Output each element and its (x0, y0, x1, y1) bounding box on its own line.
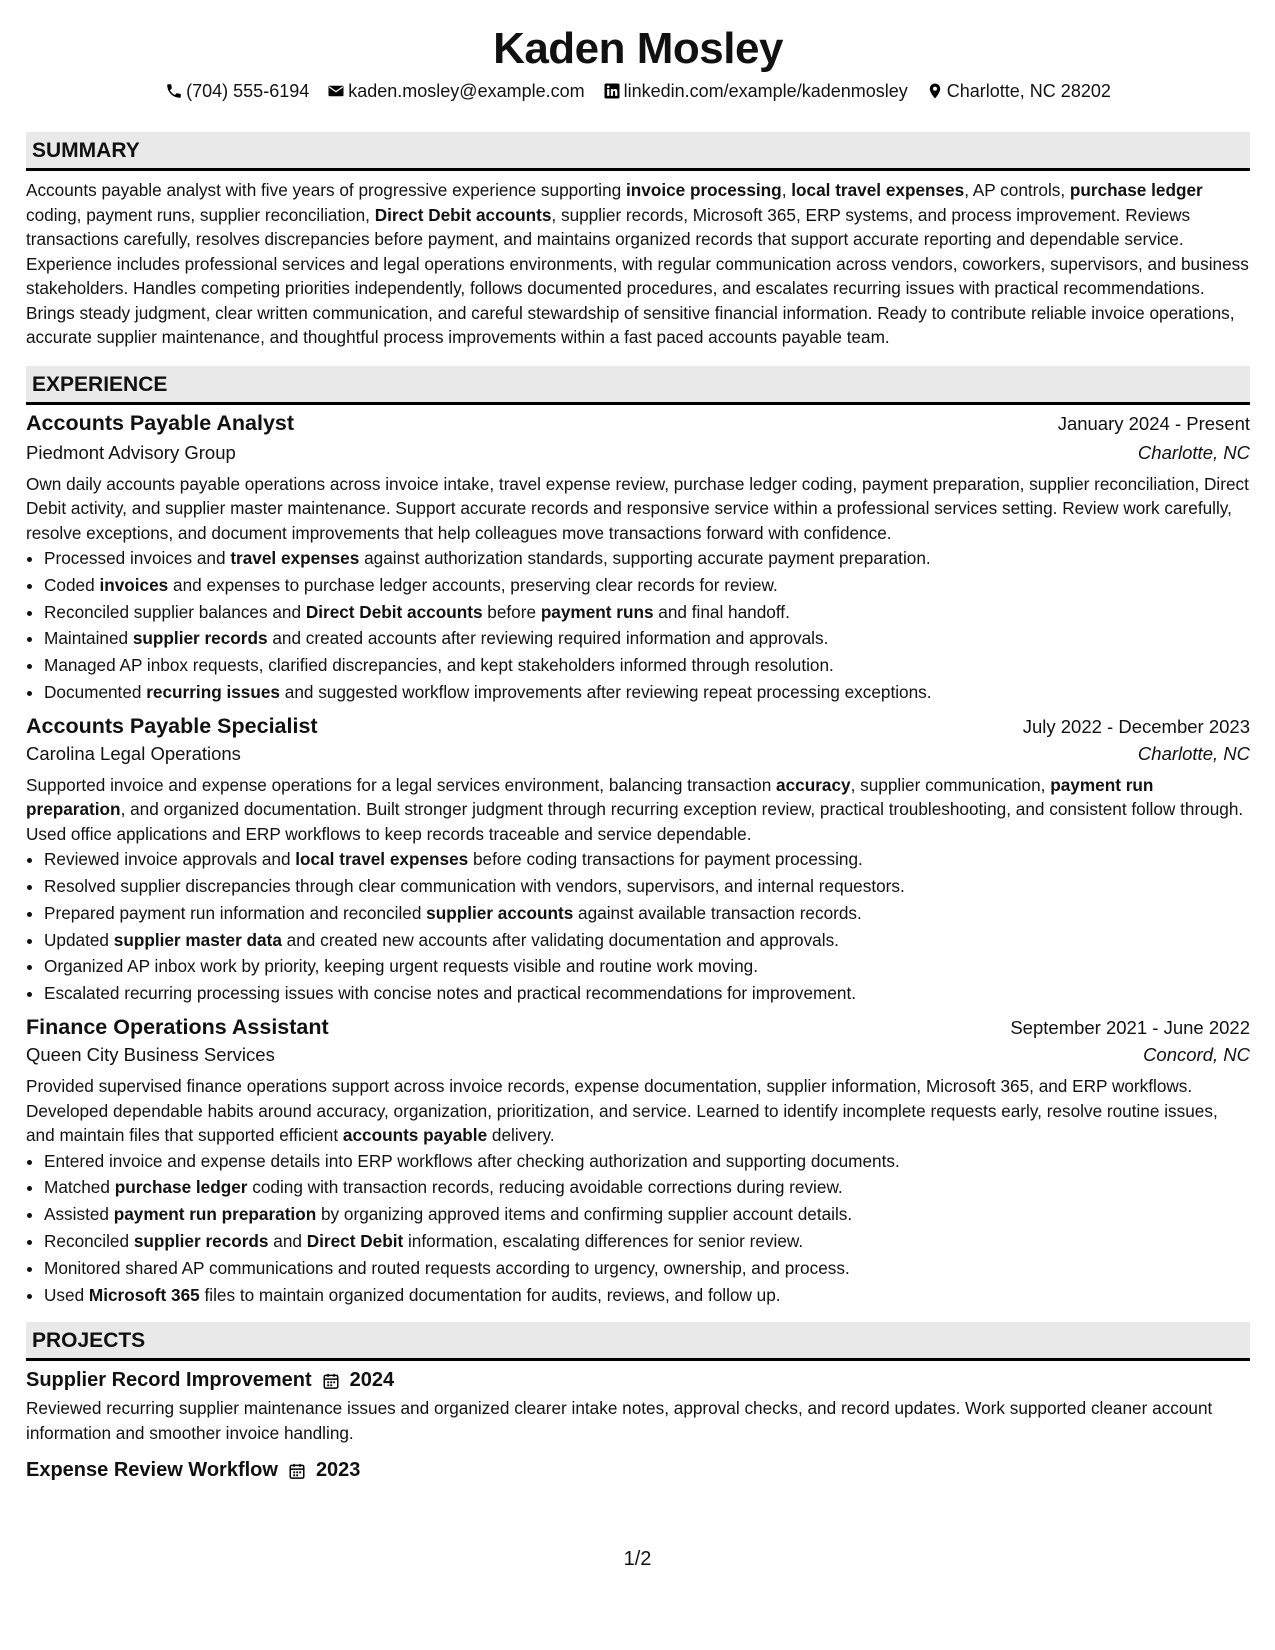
text-run: Documented (44, 681, 147, 702)
text-run: and suggested workflow improvements after reviewing repeat processing exceptions. (279, 681, 932, 702)
bold-keyword: payment run preparation (113, 1204, 317, 1225)
bullet-item (44, 679, 1250, 706)
bold-keyword: invoices (99, 574, 169, 595)
bold-keyword: accounts payable (342, 1125, 488, 1146)
text-run: Reviewed invoice approvals and (44, 849, 296, 870)
bold-keyword: supplier records (133, 1230, 269, 1251)
bullet-item (44, 1228, 1250, 1255)
text-run: coding with transaction records, reducing avoidable corrections during review. (247, 1177, 843, 1198)
section-heading-projects: PROJECTS (26, 1322, 1250, 1361)
text-run: information, escalating differences for senior review. (403, 1230, 804, 1251)
bullet-item (44, 846, 1250, 873)
text-run: and created new accounts after validating documentation and approvals. (281, 929, 839, 950)
contact-linkedin[interactable] (603, 78, 908, 104)
bullet-item (44, 927, 1250, 954)
job-company: Queen City Business Services (26, 1044, 275, 1066)
text-run: Prepared payment run information and reconciled (44, 902, 427, 923)
project-entry (26, 1369, 1250, 1445)
text-run: by organizing approved items and confirming supplier account details. (316, 1204, 853, 1225)
text-run: files to maintain organized documentation for audits, reviews, and follow up. (199, 1284, 781, 1305)
text-run: before coding transactions for payment processing. (468, 849, 863, 870)
contact-email[interactable] (327, 78, 584, 104)
job-description (26, 1074, 1250, 1148)
text-run: Supported invoice and expense operations for a legal services environment, balancing transaction (26, 774, 777, 795)
text-run: and final handoff. (653, 601, 790, 622)
summary-text (26, 178, 1250, 350)
project-year: 2024 (349, 1369, 395, 1392)
section-heading-summary: SUMMARY (26, 132, 1250, 171)
text-run: Assisted (44, 1204, 114, 1225)
project-entry (26, 1459, 1250, 1482)
email-text[interactable]: kaden.mosley@example.com (348, 81, 585, 101)
text-run: Entered invoice and expense details into ERP workflows after checking authorization and supporting documents. (44, 1150, 900, 1171)
bullet-item (44, 953, 1250, 980)
bold-keyword: payment runs (540, 601, 654, 622)
job-bullets (26, 1148, 1250, 1309)
job-description (26, 472, 1250, 546)
bold-keyword: supplier accounts (426, 902, 574, 923)
project-title: Expense Review Workflow (26, 1459, 278, 1482)
job-bullets (26, 846, 1250, 1007)
bullet-item (44, 873, 1250, 900)
phone-icon (165, 82, 183, 100)
project-year: 2023 (315, 1459, 361, 1482)
bold-keyword: local travel expenses (295, 849, 469, 870)
bold-keyword: Microsoft 365 (88, 1284, 200, 1305)
job-title: Finance Operations Assistant (26, 1015, 329, 1040)
phone-text: (704) 555-6194 (186, 81, 310, 101)
text-run: Provided supervised finance operations support across invoice records, expense documentation, supplier information, Microsoft 365, and ERP workflows. Developed dependable habits around accuracy, organization, prioritization, and service. Learned to identify incomplete requests early, resolve routine issues, and maintain files that supported efficient (26, 1076, 1218, 1146)
candidate-name: Kaden Mosley (493, 24, 783, 73)
bold-keyword: Direct Debit accounts (374, 204, 552, 225)
text-run: Reconciled (44, 1230, 134, 1251)
text-run: , AP controls, (964, 180, 1070, 200)
job-title: Accounts Payable Analyst (26, 410, 295, 435)
text-run: Organized AP inbox work by priority, keeping urgent requests visible and routine work moving. (44, 956, 758, 977)
job-dates: July 2022 - December 2023 (1022, 715, 1250, 737)
text-run: , supplier records, Microsoft 365, ERP systems, and process improvement. Reviews transactions carefully, resolves discrepancies before payment, and maintains organized records that support accurate reporting and dependable service. Experience includes professional services and legal operations environments, with regular communication across vendors, coworkers, supervisors, and business stakeholders. Handles competing priorities independently, follows documented procedures, and escalates recurring issues with practical recommendations. Brings steady judgment, clear written communication, and careful stewardship of sensitive financial information. Ready to contribute reliable invoice operations, accurate supplier maintenance, and thoughtful process improvements within a fast paced accounts payable team. (26, 204, 1249, 347)
bullet-item (44, 980, 1250, 1007)
text-run: Maintained (44, 628, 133, 649)
job-bullets (26, 545, 1250, 706)
contact-phone (165, 78, 309, 104)
calendar-icon (322, 1372, 340, 1390)
linkedin-icon (603, 82, 621, 100)
text-run: , (781, 180, 792, 200)
text-run: Resolved supplier discrepancies through clear communication with vendors, supervisors, and internal requestors. (44, 876, 905, 897)
bold-keyword: supplier records (132, 628, 268, 649)
bold-keyword: invoice processing (625, 180, 782, 200)
text-run: against authorization standards, supporting accurate payment preparation. (359, 548, 931, 568)
text-run: , supplier communication, (850, 774, 1051, 795)
text-run: Coded (44, 574, 100, 595)
job-entry (26, 411, 1250, 706)
bullet-item (44, 572, 1250, 599)
text-run: , and organized documentation. Built stronger judgment through recurring exception review, practical troubleshooting, and consistent follow through. Used office applications and ERP workflows to keep records traceable and service dependable. (26, 799, 1244, 844)
location-text: Charlotte, NC 28202 (946, 81, 1111, 101)
bullet-item (44, 1255, 1250, 1282)
job-dates: September 2021 - June 2022 (1010, 1017, 1250, 1039)
bullet-item (44, 599, 1250, 626)
bullet-item (44, 900, 1250, 927)
bold-keyword: local travel expenses (791, 180, 965, 200)
bullet-item (44, 1174, 1250, 1201)
bold-keyword: purchase ledger (114, 1177, 248, 1198)
text-run: and (268, 1230, 307, 1251)
job-entry (26, 1015, 1250, 1308)
resume-page (26, 0, 1250, 1482)
bullet-item (44, 545, 1250, 572)
contact-location (926, 78, 1111, 104)
contact-bar (26, 78, 1250, 104)
bullet-item (44, 1282, 1250, 1309)
text-run: Matched (44, 1177, 115, 1198)
map-pin-icon (926, 82, 944, 100)
text-run: Reconciled supplier balances and (44, 601, 306, 622)
text-run: Monitored shared AP communications and routed requests according to urgency, ownership, and process. (44, 1257, 850, 1278)
bold-keyword: travel expenses (230, 548, 360, 568)
text-run: Processed invoices and (44, 548, 231, 568)
envelope-icon (327, 82, 345, 100)
job-title: Accounts Payable Specialist (26, 713, 318, 738)
text-run: against available transaction records. (573, 902, 862, 923)
bold-keyword: purchase ledger (1069, 180, 1203, 200)
bold-keyword: recurring issues (146, 681, 280, 702)
text-run: and created accounts after reviewing required information and approvals. (267, 628, 829, 649)
project-title: Supplier Record Improvement (26, 1369, 312, 1392)
job-company: Carolina Legal Operations (26, 742, 241, 764)
text-run: Managed AP inbox requests, clarified discrepancies, and kept stakeholders informed through resolution. (44, 655, 834, 676)
job-dates: January 2024 - Present (1057, 412, 1250, 434)
job-location: Charlotte, NC (1137, 441, 1250, 463)
text-run: Own daily accounts payable operations across invoice intake, travel expense review, purchase ledger coding, payment preparation, supplier reconciliation, Direct Debit activity, and supplier master maintenance. Support accurate records and responsive service within a professional services setting. Review work carefully, resolve exceptions, and document improvements that help colleagues move transactions forward with confidence. (26, 473, 1249, 543)
job-company: Piedmont Advisory Group (26, 441, 236, 463)
job-entry (26, 714, 1250, 1007)
job-location: Concord, NC (1143, 1044, 1250, 1066)
job-description (26, 773, 1250, 847)
project-description: Reviewed recurring supplier maintenance issues and organized clearer intake notes, approval checks, and record updates. Work supported cleaner account information and smoother invoice handling. (26, 1398, 1213, 1443)
calendar-icon (288, 1462, 306, 1480)
bullet-item (44, 652, 1250, 679)
text-run: and expenses to purchase ledger accounts, preserving clear records for review. (168, 574, 778, 595)
section-heading-experience: EXPERIENCE (26, 366, 1250, 405)
bold-keyword: Direct Debit (306, 1230, 404, 1251)
bullet-item (44, 1201, 1250, 1228)
job-location: Charlotte, NC (1137, 742, 1250, 764)
bold-keyword: Direct Debit accounts (305, 601, 483, 622)
text-run: Used (44, 1284, 89, 1305)
bold-keyword: accuracy (776, 774, 851, 795)
text-run: delivery. (487, 1125, 555, 1146)
page-number: 1/2 (623, 1548, 652, 1570)
text-run: Escalated recurring processing issues with concise notes and practical recommendations for improvement. (44, 983, 857, 1004)
bullet-item (44, 625, 1250, 652)
bold-keyword: supplier master data (113, 929, 282, 950)
bold-keyword: payment run preparation (26, 774, 1154, 820)
linkedin-text[interactable]: linkedin.com/example/kadenmosley (623, 81, 908, 101)
projects-section (26, 1322, 1250, 1482)
text-run: Accounts payable analyst with five years of progressive experience supporting (26, 180, 626, 200)
text-run: Updated (44, 929, 114, 950)
summary-section (26, 132, 1250, 350)
text-run: coding, payment runs, supplier reconciliation, (26, 204, 375, 225)
text-run: before (482, 601, 541, 622)
experience-section (26, 366, 1250, 1309)
bullet-item (44, 1148, 1250, 1175)
